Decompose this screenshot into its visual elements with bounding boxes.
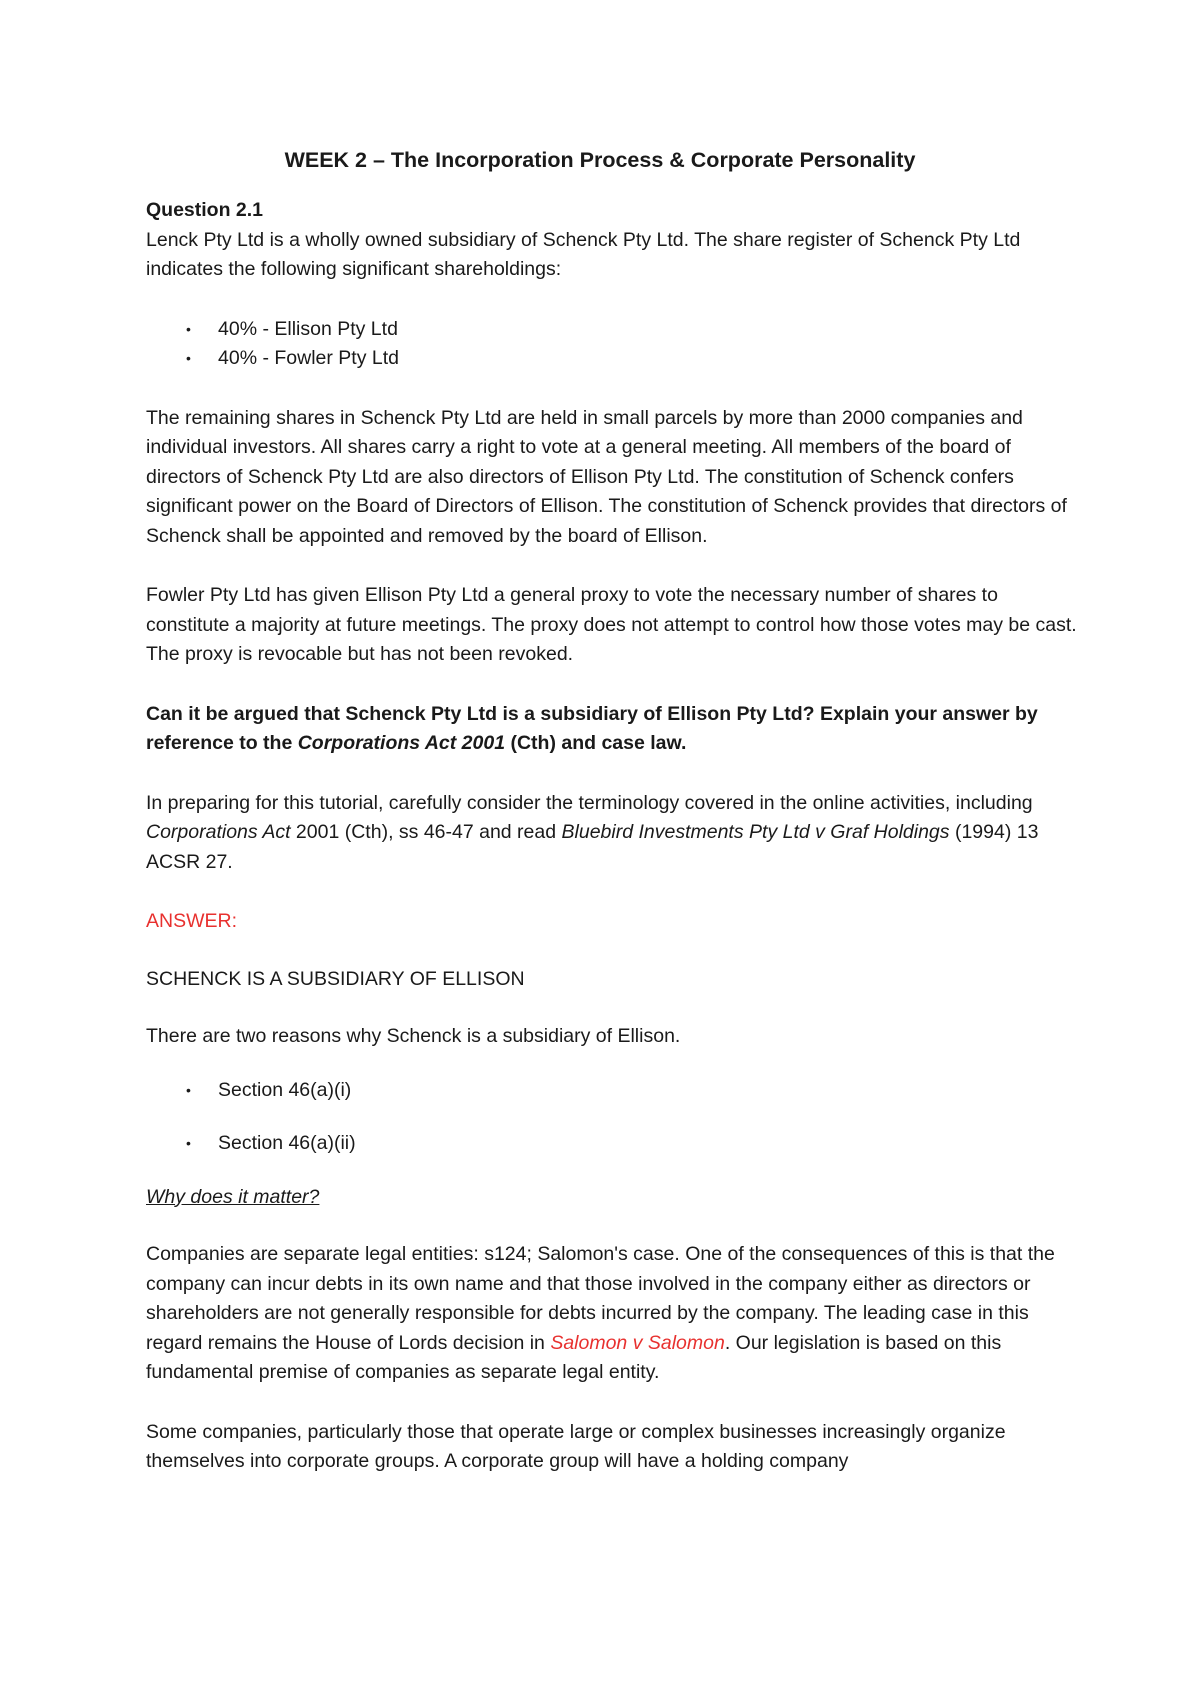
- preparation-paragraph: [146, 789, 1080, 878]
- salomon-case-name: Salomon v Salomon: [550, 1331, 725, 1354]
- list-item: [186, 1129, 1080, 1159]
- bullet-icon: •: [186, 350, 191, 366]
- corporate-groups-paragraph: Some companies, particularly those that operate large or complex businesses increasingly organize themselves into corporate groups. A corporate group will have a holding company: [146, 1420, 1006, 1472]
- prep-text-part2: 2001 (Cth), ss 46-47 and read: [290, 821, 562, 843]
- list-item-text: Section 46(a)(i): [218, 1078, 352, 1101]
- shareholdings-list: [146, 315, 1080, 374]
- document-title: WEEK 2 – The Incorporation Process & Corporate Personality: [284, 148, 916, 172]
- list-item: [186, 315, 1080, 345]
- question-text-part1: Can it be argued that Schenck Pty Ltd is a subsidiary of Ellison Pty Ltd? Explain your answer by reference to the: [146, 702, 1038, 754]
- bullet-icon: •: [186, 320, 191, 337]
- reasons-intro: There are two reasons why Schenck is a subsidiary of Ellison.: [146, 1025, 681, 1047]
- remaining-shares-paragraph: The remaining shares in Schenck Pty Ltd are held in small parcels by more than 2000 companies and individual investors. All shares carry a right to vote at a general meeting. All members of the board of directors of Schenck Pty Ltd are also directors of Ellison Pty Ltd. The constitution of Schenck confers significant power on the Board of Directors of Ellison. The constitution of Schenck provides that directors of Schenck shall be appointed and removed by the board of Ellison.: [146, 406, 1067, 547]
- list-item-text: 40% - Ellison Pty Ltd: [218, 317, 398, 340]
- intro-paragraph: Lenck Pty Ltd is a wholly owned subsidiary of Schenck Pty Ltd. The share register of Schenck Pty Ltd indicates the following significant shareholdings:: [146, 228, 1021, 280]
- fowler-proxy-paragraph: Fowler Pty Ltd has given Ellison Pty Ltd a general proxy to vote the necessary number of shares to constitute a majority at future meetings. The proxy does not attempt to control how those votes may be cast. The proxy is revocable but has not been revoked.: [146, 584, 1077, 665]
- prep-case-name: Bluebird Investments Pty Ltd v Graf Holdings: [561, 821, 950, 843]
- separate-entities-paragraph: [146, 1240, 1080, 1388]
- bullet-icon: •: [186, 1081, 191, 1098]
- list-item: [186, 344, 1080, 374]
- question-text-part2: (Cth) and case law.: [505, 732, 687, 754]
- list-item: [186, 1076, 1080, 1106]
- question-text: [146, 700, 1080, 759]
- question-heading: Question 2.1: [146, 199, 264, 221]
- bullet-icon: •: [186, 1135, 191, 1151]
- list-item-text: Section 46(a)(ii): [218, 1132, 356, 1154]
- reasons-list: [146, 1076, 1080, 1159]
- prep-text-part1: In preparing for this tutorial, carefully consider the terminology covered in the online activities, including: [146, 791, 1033, 814]
- prep-act-title: Corporations Act: [146, 821, 291, 843]
- companies-text-part2: . Our legislation is based on this fundamental premise of companies as separate legal entity.: [146, 1331, 1002, 1383]
- answer-label: ANSWER:: [146, 910, 238, 932]
- question-act-title: Corporations Act 2001: [297, 732, 506, 754]
- why-heading: Why does it matter?: [146, 1185, 320, 1208]
- answer-heading: SCHENCK IS A SUBSIDIARY OF ELLISON: [146, 967, 525, 990]
- list-item-text: 40% - Fowler Pty Ltd: [218, 347, 399, 369]
- companies-text-part1: Companies are separate legal entities: s124; Salomon's case. One of the consequences of this is that the company can incur debts in its own name and that those involved in the company either as directors or shareholders are not generally responsible for debts incurred by the company. The leading case in this regard remains the House of Lords decision in: [146, 1243, 1055, 1354]
- prep-text-part3: (1994) 13 ACSR 27.: [146, 821, 1039, 873]
